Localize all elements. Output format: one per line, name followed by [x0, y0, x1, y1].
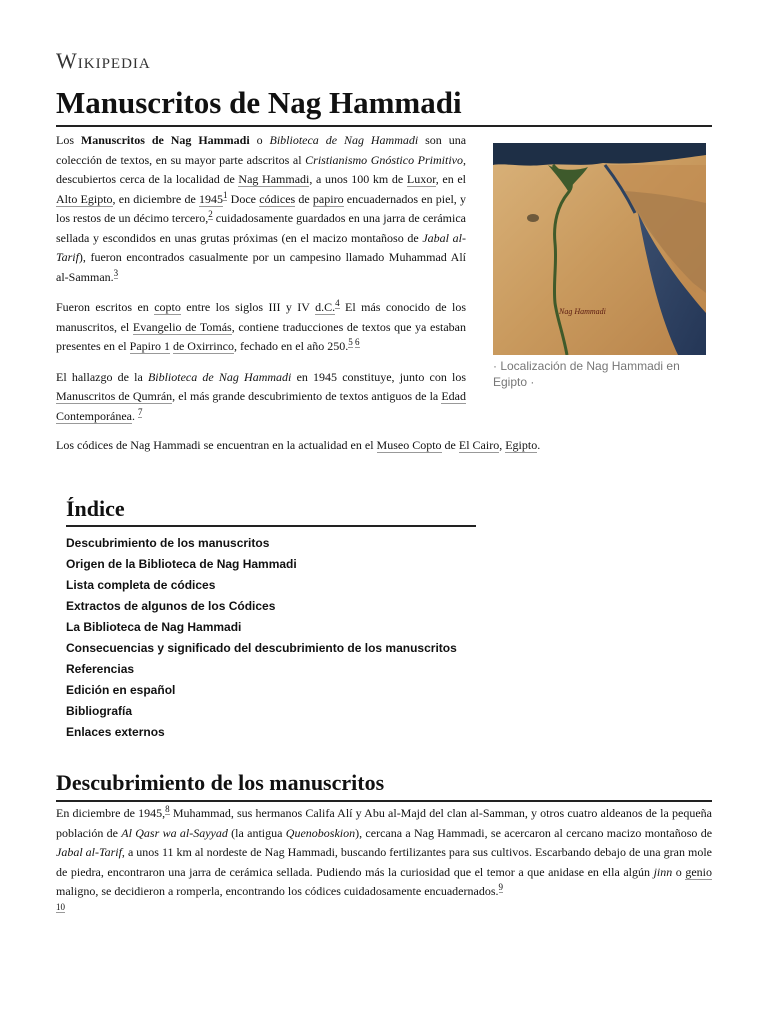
- reference-link[interactable]: 2: [208, 209, 213, 219]
- reference-link[interactable]: 9: [498, 882, 503, 892]
- text: cuidadosamente guardados en una jarra de cerámica sellada y escondidos en unas grutas próximas (en el macizo montañoso de: [56, 211, 466, 245]
- text: ), cercana a Nag Hammadi, se acercaron al cercano macizo montañoso de: [355, 825, 713, 840]
- text: , contiene traducciones de textos que ya estaban presentes en el: [56, 319, 466, 353]
- link-qumran[interactable]: Manuscritos de Qumrán: [56, 389, 173, 403]
- link-evangelio-de-tomas[interactable]: Evangelio de Tomás: [132, 319, 232, 334]
- link-dc[interactable]: d.C.: [315, 300, 336, 314]
- toc-title: Índice: [66, 496, 476, 527]
- reference-link[interactable]: 5: [348, 337, 353, 347]
- toc-item[interactable]: Lista completa de códices: [66, 578, 216, 592]
- text: , fechado en el año 250.: [233, 339, 349, 353]
- link-copto[interactable]: copto: [154, 300, 181, 314]
- link-nag-hammadi[interactable]: Nag Hammadi: [238, 172, 310, 186]
- link-1945[interactable]: 1945: [198, 191, 223, 206]
- text: El hallazgo de la: [56, 369, 148, 384]
- text: El más conocido de los manuscritos, el: [56, 300, 466, 334]
- link-alto-egipto[interactable]: Alto Egipto: [56, 191, 113, 206]
- link-oxirrinco[interactable]: de Oxirrinco: [172, 339, 234, 353]
- map-caption: · Localización de Nag Hammadi en Egipto ·: [493, 359, 680, 389]
- link-papiro[interactable]: papiro: [312, 191, 344, 206]
- text: , en el: [435, 172, 467, 186]
- map-label: Nag Hammadi: [559, 307, 606, 316]
- text: , el más grande descubrimiento de textos antiguos de la: [172, 389, 442, 403]
- intro-paragraph-1: [56, 131, 466, 287]
- text: (la antigua: [227, 825, 286, 840]
- text: de: [295, 191, 313, 206]
- toc-item[interactable]: Extractos de algunos de los Códices: [66, 599, 276, 613]
- link-genio[interactable]: genio: [685, 864, 712, 879]
- link-edad-contemporanea[interactable]: Edad Contemporánea: [56, 389, 466, 423]
- italic-term: jinn: [653, 864, 673, 879]
- satellite-map-image[interactable]: [493, 143, 706, 355]
- text: Doce: [227, 191, 260, 206]
- reference-link[interactable]: 3: [113, 267, 119, 278]
- toc-item[interactable]: Origen de la Biblioteca de Nag Hammadi: [66, 557, 297, 571]
- map-figure: [493, 143, 706, 390]
- reference-link[interactable]: 4: [335, 298, 340, 308]
- italic-term: Jabal al-Tarif: [56, 845, 122, 859]
- italic-term: Biblioteca de Nag Hammadi: [269, 133, 419, 147]
- text: .: [537, 438, 541, 452]
- text: En diciembre de 1945,: [56, 806, 166, 820]
- link-museo-copto[interactable]: Museo Copto: [376, 438, 442, 452]
- text: , a unos 11 km al nordeste de Nag Hammadi, buscando fertilizantes para sus cultivos. Escarbando debajo de una gran mole de piedra, encontraron una jarra de cerámica sellada. Pudiendo más la curiosidad que el temor a que anidase en ella algún: [56, 845, 712, 879]
- italic-term: Jabal al-Tarif: [56, 230, 466, 264]
- italic-term: Al Qasr wa al-Sayyad: [121, 825, 228, 840]
- italic-term: Cristianismo Gnóstico Primitivo: [305, 152, 463, 167]
- table-of-contents: [66, 496, 476, 743]
- reference-link[interactable]: 8: [165, 804, 170, 814]
- text: o: [672, 864, 686, 879]
- text: entre los siglos III y IV: [180, 300, 316, 314]
- intro-section: [56, 131, 466, 437]
- text: encuadernados en piel, y los restos de un décimo tercero,: [56, 191, 466, 225]
- link-luxor[interactable]: Luxor: [406, 172, 436, 186]
- text: o: [249, 133, 270, 147]
- toc-list: [66, 533, 476, 743]
- toc-item[interactable]: Bibliografía: [66, 704, 133, 718]
- bold-term: Manuscritos de Nag Hammadi: [80, 133, 250, 147]
- text: Los códices de Nag Hammadi se encuentran en la actualidad en el: [56, 438, 377, 452]
- toc-item[interactable]: Descubrimiento de los manuscritos: [66, 536, 270, 550]
- text: Muhammad, sus hermanos Califa Alí y Abu al-Majd del clan al-Samman, y otros cuatro aldeanos de la pequeña población de: [56, 806, 712, 840]
- toc-item[interactable]: La Biblioteca de Nag Hammadi: [66, 620, 242, 634]
- toc-item[interactable]: Enlaces externos: [66, 725, 165, 739]
- toc-item[interactable]: Referencias: [66, 662, 135, 676]
- text: maligno, se decidieron a romperla, encontrando los códices cuidadosamente encuadernados.: [56, 884, 499, 898]
- reference-link[interactable]: 1: [222, 189, 228, 200]
- text: en 1945 constituye, junto con los: [291, 369, 467, 384]
- toc-item[interactable]: Consecuencias y significado del descubrimiento de los manuscritos: [66, 641, 457, 655]
- link-codices[interactable]: códices: [259, 191, 296, 206]
- location-paragraph: [56, 436, 712, 456]
- italic-term: Quenoboskion: [285, 825, 356, 840]
- text: ,: [499, 438, 506, 452]
- egypt-satellite-map: [493, 143, 706, 355]
- text: Los: [56, 133, 81, 147]
- reference-link[interactable]: 10: [56, 901, 65, 912]
- text: , en diciembre de: [112, 191, 199, 206]
- wikipedia-logo[interactable]: Wikipedia: [56, 48, 151, 73]
- text: son una colección de textos, en su mayor parte adscritos al: [56, 133, 467, 167]
- text: Fueron escritos en: [56, 300, 155, 314]
- intro-paragraph-2: [56, 298, 466, 357]
- toc-item[interactable]: Edición en español: [66, 683, 176, 697]
- intro-paragraph-3: [56, 368, 466, 427]
- text: .: [131, 408, 138, 423]
- reference-link[interactable]: 6: [355, 337, 360, 347]
- section-paragraph: [56, 804, 712, 921]
- text: ), fueron encontrados casualmente por un campesino llamado Muhammad Alí al-Samman.: [56, 250, 466, 284]
- reference-link[interactable]: 7: [137, 406, 143, 417]
- text: , descubiertos cerca de la localidad de: [56, 152, 466, 186]
- link-el-cairo[interactable]: El Cairo: [458, 438, 500, 452]
- link-papiro-1[interactable]: Papiro 1: [129, 339, 170, 353]
- link-egipto[interactable]: Egipto: [505, 438, 538, 452]
- section-heading: Descubrimiento de los manuscritos: [56, 770, 712, 802]
- italic-term: Biblioteca de Nag Hammadi: [147, 369, 292, 384]
- text: de: [441, 438, 459, 452]
- page-title: Manuscritos de Nag Hammadi: [56, 85, 712, 127]
- text: , a unos 100 km de: [309, 172, 407, 186]
